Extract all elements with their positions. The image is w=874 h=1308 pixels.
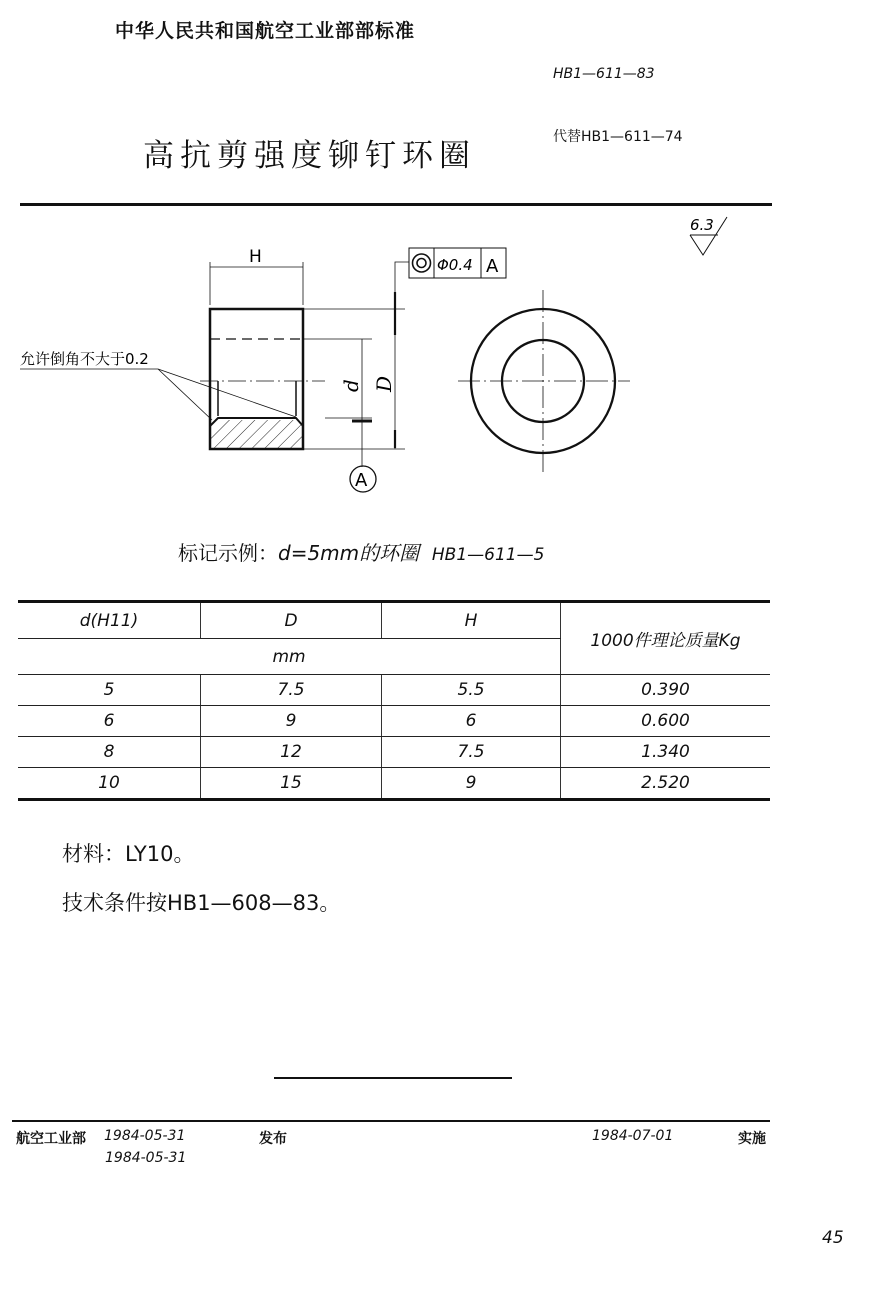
dim-label-h: H [249, 247, 262, 267]
cell-mass: 1.340 [561, 737, 771, 768]
tolerance-datum: A [486, 256, 499, 277]
footer-effective-label: 实施 [738, 1131, 766, 1147]
footer-effective-date: 1984-07-01 [592, 1128, 674, 1144]
footer-issuer: 航空工业部 [16, 1131, 86, 1147]
cell-d: 5 [18, 675, 201, 706]
cell-h: 9 [382, 768, 561, 800]
technical-conditions-note: 技术条件按HB1—608—83。 [62, 891, 341, 915]
cell-h: 7.5 [382, 737, 561, 768]
marking-example [178, 537, 544, 566]
dim-label-d: d [339, 379, 363, 392]
issuing-organization: 中华人民共和国航空工业部部标准 [115, 20, 416, 42]
cell-big-d: 7.5 [201, 675, 382, 706]
marking-expression: d=5mm的环圈 [278, 541, 420, 565]
cell-mass: 2.520 [561, 768, 771, 800]
technical-drawing [0, 205, 874, 515]
cell-h: 6 [382, 706, 561, 737]
dim-label-big-d: D [372, 375, 396, 392]
cell-h: 5.5 [382, 675, 561, 706]
end-divider [274, 1077, 512, 1079]
cell-big-d: 12 [201, 737, 382, 768]
header-big-d: D [201, 602, 382, 639]
table-row [18, 768, 770, 800]
footer-issue-date: 1984-05-31 [104, 1128, 186, 1144]
table-row [18, 706, 770, 737]
marking-code: HB1—611—5 [431, 545, 545, 565]
cell-d: 8 [18, 737, 201, 768]
end-view [458, 290, 630, 472]
footer-issue-label: 发布 [259, 1131, 287, 1147]
footer-divider [12, 1120, 770, 1122]
concentricity-icon [413, 254, 431, 272]
header-mass: 1000件理论质量Kg [561, 602, 771, 675]
roughness-value: 6.3 [690, 216, 714, 234]
chamfer-note: 允许倒角不大于0.2 [20, 350, 149, 368]
cell-d: 6 [18, 706, 201, 737]
cell-mass: 0.600 [561, 706, 771, 737]
unit-label: mm [18, 639, 561, 675]
tolerance-value: Φ0.4 [437, 256, 473, 274]
document-title: 高抗剪强度铆钉环圈 [143, 138, 476, 174]
cell-mass: 0.390 [561, 675, 771, 706]
datum-label: A [355, 470, 368, 491]
header-h: H [382, 602, 561, 639]
cell-d: 10 [18, 768, 201, 800]
replaces-standard: 代替HB1—611—74 [553, 129, 683, 145]
header-d: d(H11) [18, 602, 201, 639]
table-row [18, 737, 770, 768]
page-number: 45 [822, 1228, 844, 1248]
cell-big-d: 9 [201, 706, 382, 737]
table-row [18, 675, 770, 706]
dimension-table [18, 600, 770, 801]
table-header-row [18, 602, 770, 639]
marking-label: 标记示例： [178, 541, 278, 565]
standard-number: HB1—611—83 [553, 66, 655, 82]
cell-big-d: 15 [201, 768, 382, 800]
footer-issue-date-2: 1984-05-31 [105, 1150, 187, 1166]
material-note: 材料：LY10。 [62, 842, 195, 866]
